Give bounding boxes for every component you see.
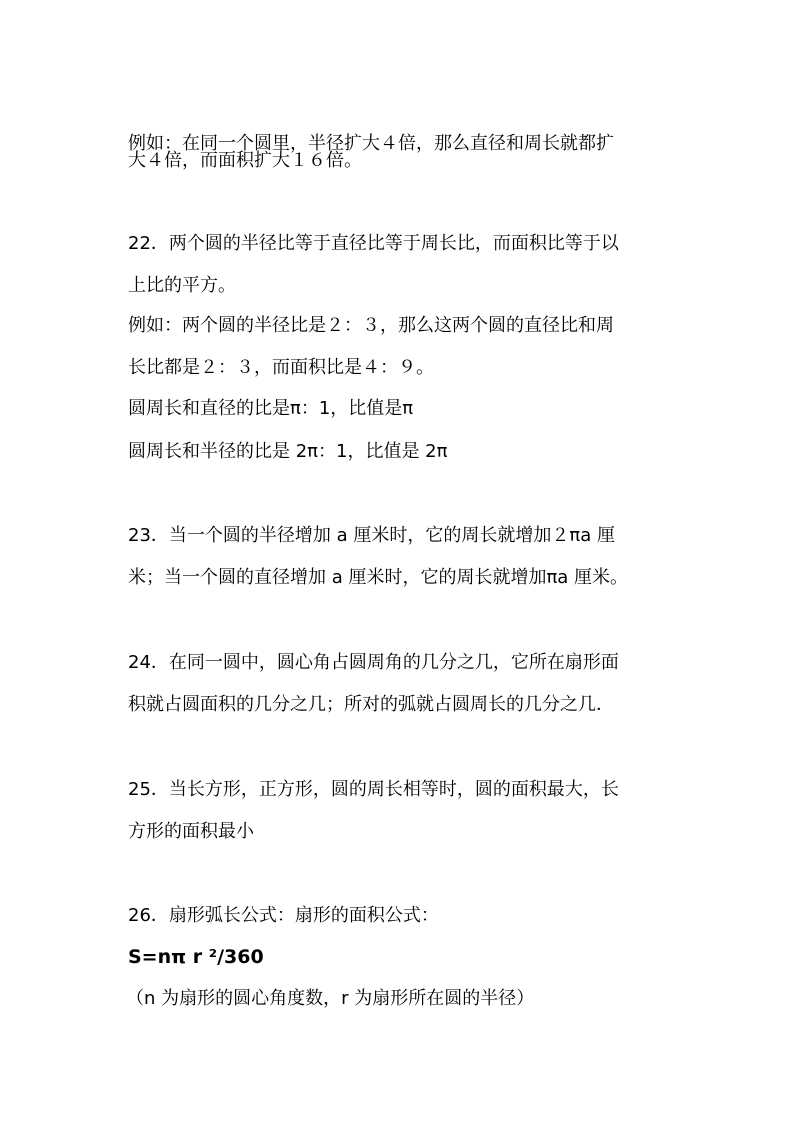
text-line-item-26-title: 26．扇形弧长公式：扇形的面积公式：	[128, 905, 439, 926]
text-line-example-ratio-2: 长比都是２：３，而面积比是４：９。	[128, 357, 434, 378]
text-line-circumference-diameter: 圆周长和直径的比是π：1，比值是π	[128, 398, 414, 419]
text-line-example-radius-2: 大４倍，而面积扩大１６倍。	[128, 150, 362, 171]
text-line-formula-note: （n 为扇形的圆心角度数，r 为扇形所在圆的半径）	[126, 988, 535, 1009]
text-line-item-23-1: 23．当一个圆的半径增加 a 厘米时，它的周长就增加２πa 厘	[128, 525, 615, 546]
text-line-item-24-1: 24．在同一圆中，圆心角占圆周角的几分之几，它所在扇形面	[128, 652, 619, 673]
text-line-example-ratio-1: 例如：两个圆的半径比是２：３，那么这两个圆的直径比和周	[128, 315, 614, 336]
text-line-circumference-radius: 圆周长和半径的比是 2π：1，比值是 2π	[128, 441, 448, 462]
text-line-item-25-1: 25．当长方形，正方形，圆的周长相等时，圆的面积最大，长	[128, 779, 619, 800]
text-line-example-radius-1: 例如：在同一个圆里，半径扩大４倍，那么直径和周长就都扩	[128, 133, 614, 154]
sector-area-formula: S=nπ r ²/360	[128, 946, 264, 968]
text-line-item-22-2: 上比的平方。	[128, 275, 236, 296]
text-line-item-25-2: 方形的面积最小	[128, 821, 254, 842]
text-line-item-24-2: 积就占圆面积的几分之几；所对的弧就占圆周长的几分之几．	[128, 694, 614, 715]
text-line-item-23-2: 米；当一个圆的直径增加 a 厘米时，它的周长就增加πa 厘米。	[128, 567, 629, 588]
text-line-item-22-1: 22．两个圆的半径比等于直径比等于周长比，而面积比等于以	[128, 233, 619, 254]
